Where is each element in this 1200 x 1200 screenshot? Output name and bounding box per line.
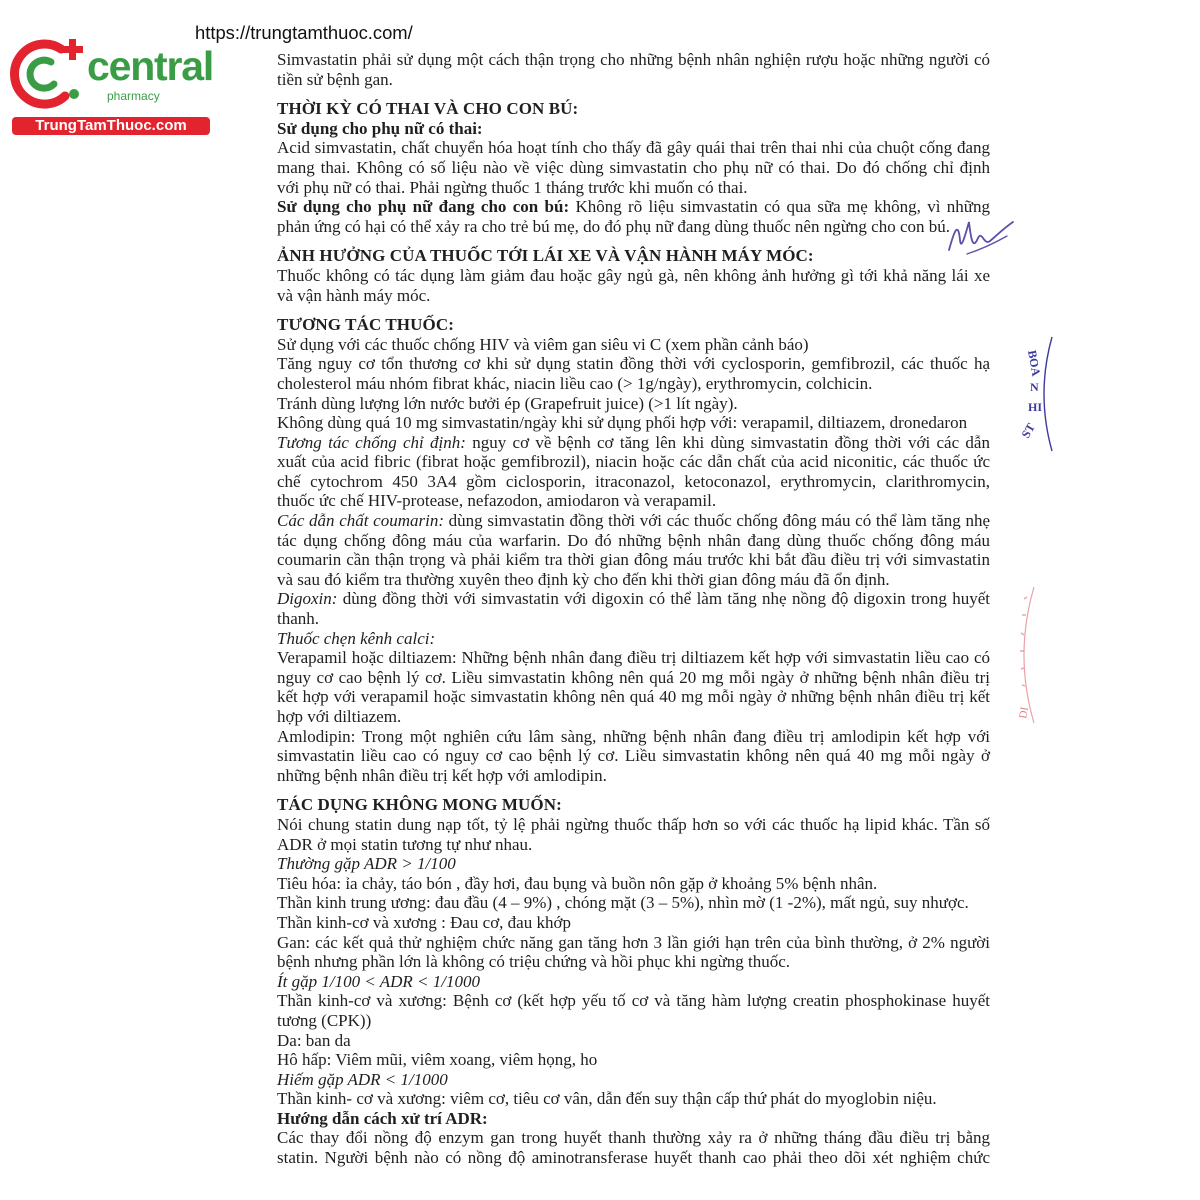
text-run: ADR ở mọi statin tương tự như nhau. [277,834,533,854]
text-run: Sử dụng với các thuốc chống HIV và viêm gan siêu vi C (xem phần cảnh báo) [277,334,809,354]
text-line [277,335,990,355]
paragraph [277,433,990,511]
text-line [277,354,990,374]
paragraph [277,1128,990,1167]
paragraph [277,854,990,874]
text-line [277,629,990,649]
text-line [277,197,990,217]
text-run: Tiêu hóa: ỉa chảy, táo bón , đầy hơi, đau bụng và buồn nôn gặp ở khoảng 5% bệnh nhân. [277,873,878,893]
text-line [277,766,990,786]
stamp-text: BOA [1025,349,1044,378]
text-run: Thần kinh-cơ và xương: Bệnh cơ (kết hợp yếu tố cơ và tăng hàm lượng creatin phosphokinase huyết [277,991,990,1011]
section-heading: ẢNH HƯỞNG CỦA THUỐC TỚI LÁI XE VÀ VẬN HÀNH MÁY MÓC: [277,246,814,266]
text-run: tương (CPK)) [277,1010,372,1030]
pharmacy-cross-icon [8,36,88,112]
section-heading: TƯƠNG TÁC THUỐC: [277,315,454,335]
paragraph [277,50,990,89]
italic-label: Tương tác chống chỉ định: [277,432,466,452]
text-line [277,511,990,531]
italic-label: Các dẫn chất coumarin: [277,511,444,531]
text-line [277,452,990,472]
paragraph [277,511,990,589]
text-run: Các thay đổi nồng độ enzym gan trong huyết thanh thường xảy ra ở những tháng đầu điều trị bằng [277,1128,990,1148]
paragraph [277,394,990,414]
paragraph [277,648,990,726]
text-run: Hô hấp: Viêm mũi, viêm xoang, viêm họng, ho [277,1050,598,1070]
stamp-fragment-blue [1006,335,1060,453]
signature-mark [945,210,1017,262]
stamp-text: N [1030,380,1039,394]
text-line [277,570,990,590]
text-run: thuốc ức chế HIV-protease, nefazodon, amiodaron và verapamil. [277,491,717,511]
italic-label: Hiếm gặp ADR < 1/1000 [277,1069,448,1089]
text-line [277,668,990,688]
paragraph [277,874,990,894]
paragraph [277,1070,990,1090]
paragraph [277,266,990,305]
paragraph [277,1031,990,1051]
text-run: dùng đồng thời với simvastatin với digoxin có thể làm tăng nhẹ nồng độ digoxin trong huyết [337,589,990,609]
text-run: chế cytochrom 450 3A4 gồm ciclosporin, itraconazol, ketoconazol, erythromycin, clarithromycin, [277,471,990,491]
text-run: những bệnh nhân điều trị kết hợp với amlodipin. [277,765,607,785]
text-line [277,472,990,492]
text-run: nguy cơ về bệnh cơ tăng lên khi dùng simvastatin đồng thời với các dẫn [465,432,990,452]
text-line [277,707,990,727]
text-line [277,648,990,668]
text-line [277,158,990,178]
watermark-url: https://trungtamthuoc.com/ [195,22,413,43]
text-run: thanh. [277,609,320,629]
text-line [277,815,990,835]
text-run: Verapamil hoặc diltiazem: Những bệnh nhân đang điều trị diltiazem kết hợp với simvastatin liều cao có [277,648,990,668]
text-run: xuất của acid fibric (fibrat hoặc gemfibrozil), niacin hoặc các dẫn chất của acid niconitic, các thuốc ức [277,452,990,472]
text-run: Thần kinh- cơ và xương: viêm cơ, tiêu cơ vân, dẫn đến suy thận cấp thứ phát do myoglobin niệu. [277,1089,937,1109]
text-run: và sau đó kiểm tra thường xuyên theo định kỳ cho đến khi thời gian đông máu đã ổn định. [277,569,890,589]
text-line [277,217,990,237]
text-line [277,286,990,306]
text-run: mang thai. Không có số liệu nào về việc dùng simvastatin cho phụ nữ có thai. Do đó chống chỉ định [277,157,990,177]
text-line [277,1089,990,1109]
text-run: Không rõ liệu simvastatin có qua sữa mẹ không, vì những [569,197,990,217]
text-line [277,835,990,855]
text-run: tiền sử bệnh gan. [277,69,393,89]
text-run: kết hợp với verapamil hoặc simvastatin không nên quá 40 mg mỗi ngày ở những bệnh nhân điều trị kết [277,687,990,707]
paragraph [277,972,990,992]
text-line [277,550,990,570]
paragraph [277,933,990,972]
text-line [277,119,990,139]
text-line [277,609,990,629]
text-run: Không dùng quá 10 mg simvastatin/ngày khi sử dụng phối hợp với: verapamil, diltiazem, dronedaron [277,413,968,433]
text-line [277,1109,990,1129]
text-line [277,433,990,453]
text-run: simvastatin liều cao có nguy cơ cao bệnh lý cơ. Liều simvastatin không nên quá 40 mg mỗi ngày ở [277,746,990,766]
text-line [277,178,990,198]
bold-label: Sử dụng cho phụ nữ có thai: [277,118,483,138]
text-line [277,1031,990,1051]
text-line [277,50,990,70]
text-run: và vận hành máy móc. [277,285,431,305]
text-run: statin. Người bệnh nào có nồng độ aminotransferase huyết thanh cao phải theo dõi xét nghiệm chức [277,1148,990,1168]
text-line [277,70,990,90]
text-line [277,531,990,551]
text-run: Thần kinh-cơ và xương : Đau cơ, đau khớp [277,912,571,932]
text-line [277,374,990,394]
paragraph [277,727,990,786]
paragraph [277,589,990,628]
text-line [277,874,990,894]
text-line [277,413,990,433]
text-run: cholesterol máu nhóm fibrat khác, niacin liều cao (> 1g/ngày), erythromycin, colchicin. [277,373,873,393]
paragraph [277,354,990,393]
text-run: coumarin cần thận trọng và phải kiểm tra thời gian đông máu trước khi bắt đầu điều trị với simvastatin [277,550,990,570]
paragraph [277,138,990,197]
paragraph [277,335,990,355]
text-line [277,854,990,874]
text-line [277,266,990,286]
text-line [277,1148,990,1168]
text-line [277,727,990,747]
text-line [277,1050,990,1070]
brand-badge: TrungTamThuoc.com [12,117,210,135]
text-line [277,138,990,158]
text-run: phản ứng có hại có thể xảy ra cho trẻ bú mẹ, do đó phụ nữ đang dùng thuốc nên ngừng cho con bú. [277,216,951,236]
text-line [277,1011,990,1031]
stamp-text: ST [1018,420,1038,441]
document-body [277,50,990,1168]
text-run: nguy cơ cao bệnh lý cơ. Liều simvastatin không nên quá 20 mg mỗi ngày ở những bệnh nhân điều trị [277,667,990,687]
text-run: Simvastatin phải sử dụng một cách thận trọng cho những bệnh nhân nghiện rượu hoặc những người có [277,50,990,69]
paragraph [277,413,990,433]
text-run: Gan: các kết quả thử nghiệm chức năng gan tăng hơn 3 lần giới hạn trên của bình thường, ở 2% người [277,932,990,952]
text-run: Tăng nguy cơ tổn thương cơ khi sử dụng statin đồng thời với cyclosporin, gemfibrozil, các thuốc hạ [277,354,990,374]
text-line [277,991,990,1011]
italic-label: Digoxin: [277,589,338,609]
paragraph [277,1050,990,1070]
section-heading: TÁC DỤNG KHÔNG MONG MUỐN: [277,795,562,815]
text-run: Thuốc không có tác dụng làm giảm đau hoặc gây ngủ gà, nên không ảnh hưởng gì tới khả năng lái xe [277,265,990,285]
paragraph [277,893,990,913]
text-run: dùng simvastatin đồng thời với các thuốc chống đông máu có thể làm tăng nhẹ [444,511,990,531]
brand-subtitle: pharmacy [107,89,160,103]
stamp-text: DI [1017,706,1031,720]
text-run: bệnh nhưng phần lớn là không có triệu chứng và hồi phục khi ngừng thuốc. [277,952,791,972]
italic-label: Thuốc chẹn kênh calci: [277,628,436,648]
paragraph [277,629,990,649]
bold-label: Hướng dẫn cách xử trí ADR: [277,1108,488,1128]
section-heading: THỜI KỲ CÓ THAI VÀ CHO CON BÚ: [277,99,579,119]
stamp-text: HI [1028,400,1043,414]
text-line [277,933,990,953]
bold-label: Sử dụng cho phụ nữ đang cho con bú: [277,197,570,217]
paragraph [277,815,990,854]
italic-label: Ít gặp 1/100 < ADR < 1/1000 [277,971,481,991]
text-line [277,491,990,511]
paragraph [277,1089,990,1109]
text-line [277,893,990,913]
text-run: hợp với diltiazem. [277,707,402,726]
paragraph [277,119,990,139]
text-run: với phụ nữ có thai. Phải ngừng thuốc 1 tháng trước khi muốn có thai. [277,177,748,197]
text-line [277,1128,990,1148]
text-run: tác dụng chống đông máu của warfarin. Do đó những bệnh nhân đang dùng thuốc chống đông máu [277,530,990,550]
stamp-fragment-red [1004,585,1046,725]
text-line [277,589,990,609]
paragraph [277,197,990,236]
text-line [277,687,990,707]
text-line [277,394,990,414]
text-run: Thần kinh trung ương: đau đầu (4 – 9%) , chóng mặt (3 – 5%), nhìn mờ (1 -2%), mất ngủ, suy nhược. [277,893,969,913]
text-line [277,972,990,992]
text-run: Da: ban da [277,1030,351,1050]
paragraph [277,991,990,1030]
text-line [277,1070,990,1090]
text-line [277,952,990,972]
paragraph [277,913,990,933]
text-run: Tránh dùng lượng lớn nước bưởi ép (Grapefruit juice) (>1 lít ngày). [277,393,738,413]
text-run: Nói chung statin dung nạp tốt, tỷ lệ phải ngừng thuốc thấp hơn so với các thuốc hạ lipid khác. Tần số [277,814,990,834]
text-run: Acid simvastatin, chất chuyển hóa hoạt tính cho thấy đã gây quái thai trên thai nhi của chuột cống đang [277,138,990,158]
text-line [277,746,990,766]
text-run: Amlodipin: Trong một nghiên cứu lâm sàng, những bệnh nhân đang điều trị amlodipin kết hợp với [277,726,990,746]
paragraph [277,1109,990,1129]
brand-name: central [87,43,214,89]
italic-label: Thường gặp ADR > 1/100 [277,854,456,874]
text-line [277,913,990,933]
